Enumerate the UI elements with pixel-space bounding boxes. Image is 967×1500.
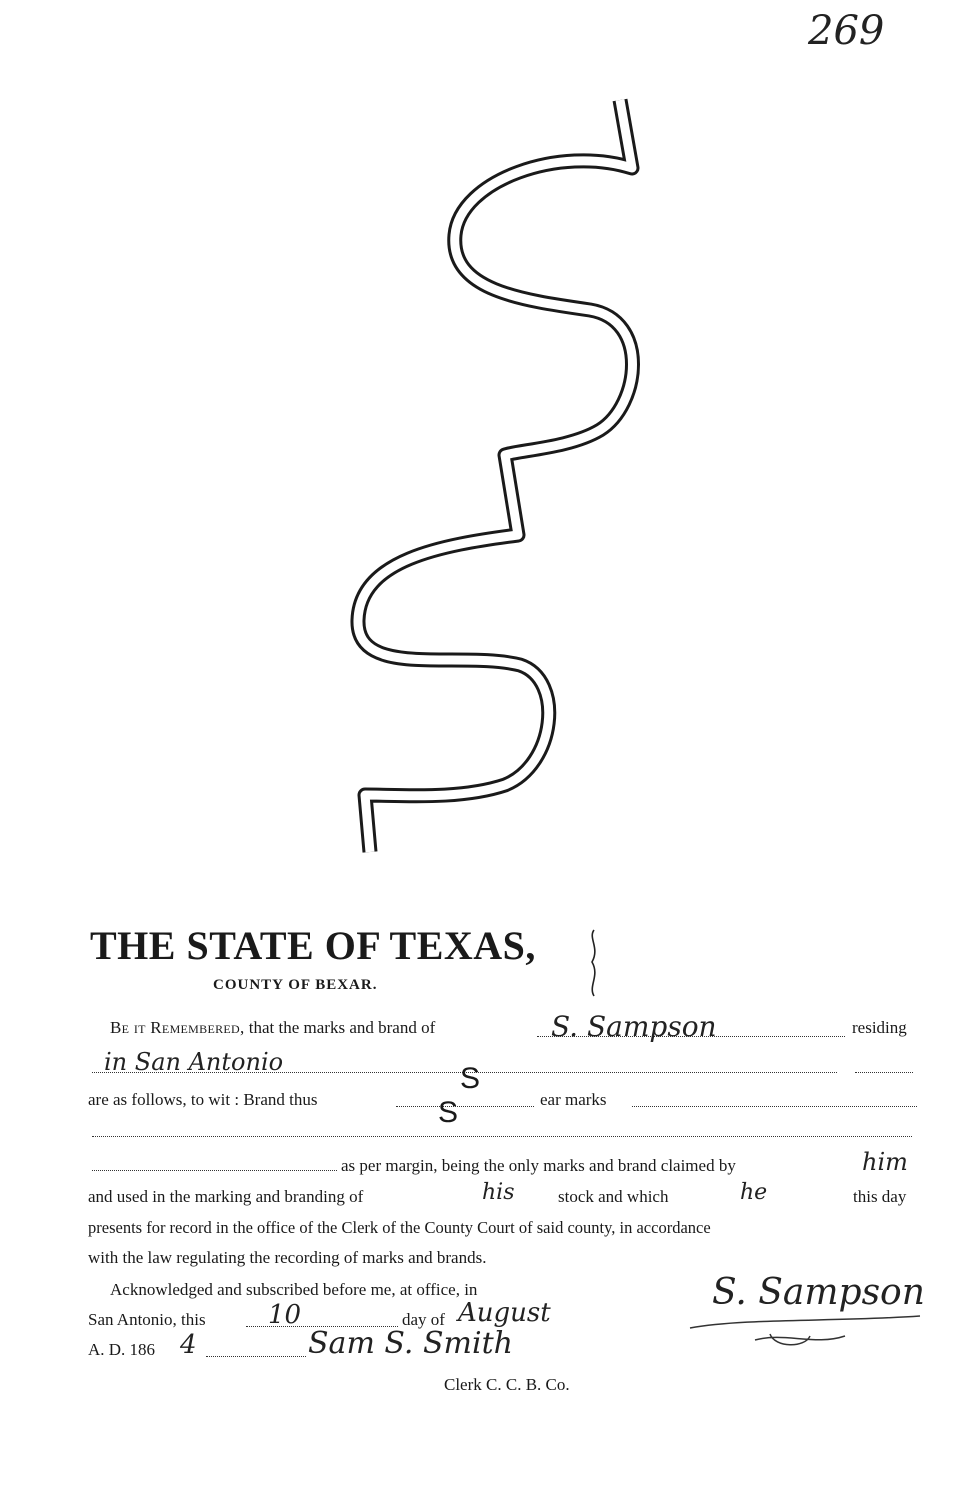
ear-marks-field bbox=[632, 1090, 917, 1107]
brand-thus-label: are as follows, to wit : Brand thus bbox=[88, 1090, 318, 1109]
day: 10 bbox=[268, 1300, 302, 1330]
record-line-6b: stock and which bbox=[558, 1187, 669, 1206]
signature-flourish bbox=[685, 1310, 925, 1350]
margin-lead-dots bbox=[92, 1156, 337, 1171]
residing-label: residing bbox=[852, 1018, 907, 1037]
ack-line-1: Acknowledged and subscribed before me, at office, in bbox=[110, 1280, 478, 1299]
ack-line-3a: A. D. 186 bbox=[88, 1340, 156, 1359]
residence-field-end bbox=[855, 1048, 913, 1073]
ear-marks-field-2 bbox=[92, 1122, 912, 1137]
be-it-remembered: Be it Remembered, bbox=[110, 1018, 245, 1037]
state-heading: THE STATE OF TEXAS, bbox=[90, 923, 536, 968]
year-digit: 4 bbox=[180, 1330, 197, 1360]
record-line-8: with the law regulating the recording of marks and brands. bbox=[88, 1248, 487, 1267]
month: August bbox=[458, 1298, 551, 1328]
record-line-5: as per margin, being the only marks and brand claimed by bbox=[341, 1156, 736, 1175]
record-line-7: presents for record in the office of the Clerk of the County Court of said county, in accordance bbox=[88, 1218, 711, 1237]
line1-text: that the marks and brand of bbox=[248, 1018, 436, 1037]
ear-marks-label: ear marks bbox=[540, 1090, 607, 1109]
county-heading: COUNTY OF BEXAR. bbox=[213, 977, 378, 993]
claimed-by: him bbox=[862, 1148, 908, 1176]
owner-signature: S. Sampson bbox=[712, 1272, 925, 1313]
ack-line-2a: San Antonio, this bbox=[88, 1310, 206, 1329]
clerk-title: Clerk C. C. B. Co. bbox=[444, 1375, 570, 1394]
owner-name-field bbox=[537, 1010, 845, 1043]
record-line-6c: this day bbox=[853, 1187, 907, 1206]
brand-small-1: S bbox=[460, 1062, 481, 1095]
clerk-sign-field bbox=[206, 1340, 306, 1357]
ack-line-2b: day of bbox=[402, 1310, 445, 1329]
brand-small-2: S bbox=[438, 1096, 459, 1129]
stock-of: his bbox=[482, 1180, 515, 1205]
owner-name: S. Sampson bbox=[551, 1010, 717, 1043]
brace-mark bbox=[584, 928, 604, 998]
record-line-6a: and used in the marking and branding of bbox=[88, 1187, 364, 1206]
page-number: 269 bbox=[808, 8, 885, 54]
which-who: he bbox=[740, 1180, 768, 1205]
residence: in San Antonio bbox=[104, 1048, 284, 1076]
clerk-signature: Sam S. Smith bbox=[308, 1326, 513, 1361]
record-line-1 bbox=[110, 1018, 435, 1038]
